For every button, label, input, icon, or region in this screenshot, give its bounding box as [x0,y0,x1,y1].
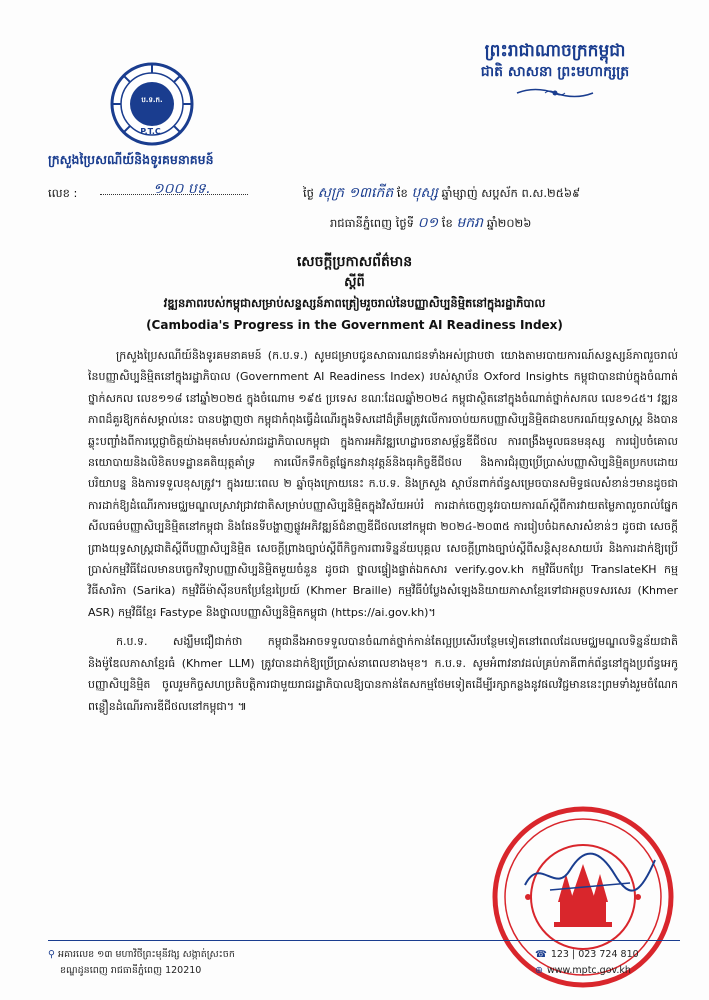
lunar-month: បុស្ស [411,185,438,201]
body-paragraph-1: ក្រសួងប្រៃសណីយ៍និងទូរគមនាគមន៍ (ក.ប.ទ.) សូមជម្រាបជូនសាធារណជនទាំងអស់ជ្រាបថា យោងតាមរបាយការណ៍សន្ទស្សន៍ភាពរួចរាល់នៃបញ្ញាសិប្បនិម្មិតនៅក្នុងរដ្ឋាភិបាល (Government AI Readiness Index) របស់ស្ថាប័ន Oxford Insights កម្ពុជាបានជាប់ក្នុងចំណាត់ថ្នាក់សកល លេខ១១៨ នៅឆ្នាំ២០២៥ ក្នុងចំណោម ១៩៥ ប្រទេស ខណៈដែលឆ្នាំ២០២៤ កម្ពុជាស្ថិតនៅក្នុងចំណាត់ថ្នាក់សកល លេខ១៤៥។ វឌ្ឍនភាពដ៏គួរឱ្យកត់សម្គាល់នេះ បានបង្ហាញថា កម្ពុជាកំពុងធ្វើដំណើរក្នុងទិសដៅដ៏ត្រឹមត្រូវលើការចាប់យកបញ្ញាសិប្បនិម្មិតជាឧបករណ៍យុទ្ធសាស្ត្រ និងបានឆ្លុះបញ្ចាំងពីការប្ដេជ្ញាចិត្តយ៉ាងមុតមាំរបស់រាជរដ្ឋាភិបាលកម្ពុជា ក្នុងការអភិវឌ្ឍហេដ្ឋារចនាសម្ព័ន្ធឌីជីថល ការពង្រឹងមូលធនមនុស្ស ការរៀបចំគោលនយោបាយនិងលិខិតបទដ្ឋានគតិយុត្តគាំទ្រ ការលើកទឹកចិត្តផ្នែកនវានុវត្តន៍និងធុរកិច្ចឌីជីថល និងការជំរុញប្រើប្រាស់បញ្ញាសិប្បនិម្មិតប្រកបដោយបរិយាបន្ន និងការទទួលខុសត្រូវ។ ក្នុងរយៈពេល ២ ឆ្នាំចុងក្រោយនេះ ក.ប.ទ. និងក្រសួង ស្ថាប័នពាក់ព័ន្ធសម្រេចបានសមិទ្ធផលសំខាន់ៗមានដូចជា ការដាក់ឱ្យដំណើរការមជ្ឈមណ្ឌលស្រាវជ្រាវជាតិសម្រាប់បញ្ញាសិប្បនិម្មិតក្នុងវិស័យអប់រំ ការដាក់ចេញនូវរបាយការណ៍ស្ដីពីការវាយតម្លៃភាពរួចរាល់ផ្នែកសីលធម៌បញ្ញាសិប្បនិម្មិតនៅកម្ពុជា និងផែនទីបង្ហាញផ្លូវអភិវឌ្ឍន៍ជំនាញឌីជីថលនៅកម្ពុជា ២០២៤-២០៣៥ ការរៀបចំឯកសារសំខាន់ៗ ដូចជា សេចក្ដីព្រាងយុទ្ធសាស្ត្រជាតិស្ដីពីបញ្ញាសិប្បនិម្មិត សេចក្ដីព្រាងច្បាប់ស្ដីពីកិច្ចការពារទិន្នន័យបុគ្គល សេចក្ដីព្រាងច្បាប់ស្ដីពីសន្ដិសុខសាយប័រ និងការដាក់ឱ្យប្រើប្រាស់កម្មវិធីដែលមានបច្ចេកវិទ្យាបញ្ញាសិប្បនិម្មិតមួយចំនួន ដូចជា ថ្នាលផ្ទៀងផ្ទាត់ឯកសារ verify.gov.kh កម្មវិធីបកប្រែ TranslateKH កម្មវិធីសារិកា (Sarika) កម្មវិធីម៉ាស៊ីនបកប្រែខ្មែរប្រៃយ៍ (Khmer Braille) កម្មវិធីបំប្លែងសំឡេងនិយាយភាសាខ្មែរទៅជាអត្ថបទសរសេរ (Khmer ASR) កម្មវិធីខ្មែរ Fastype និងថ្នាលបញ្ញាសិប្បនិម្មិតកម្ពុជា (https://ai.gov.kh)។ [88,349,678,619]
reference-row [48,183,673,203]
lunar-day: សុក្រ ១៣កើត [317,185,394,201]
lunar-date: ថ្ងៃ សុក្រ ១៣កើត ខែ បុស្ស ឆ្នាំម្សាញ់ សប្តស័ក ព.ស.២៥៦៩ [303,185,581,201]
document-subtitle-about: ស្ដីពី [344,275,365,290]
document-title: សេចក្ដីប្រកាសព័ត៌មាន [296,254,413,270]
location-pin-icon: ⚲ [48,949,55,960]
address-line-2: ខណ្ឌដូនពេញ រាជធានីភ្នំពេញ 120210 [60,965,202,976]
globe-icon: ⊕ [535,965,543,976]
gregorian-date: រាជធានីភ្នំពេញ ថ្ងៃទី ០១ ខែ មករា ឆ្នាំ២០២៦ [330,215,532,231]
document-subject-english: (Cambodia's Progress in the Government AI Readiness Index) [146,318,563,332]
logo-text-bottom: P.T.C. [140,127,164,136]
footer-contact [535,947,685,979]
footer-divider [48,940,680,941]
phone-icon: ☎ [535,949,547,960]
document-body [88,345,678,717]
footer-address [48,947,468,979]
reference-number: ១០០ បទ. [153,181,211,197]
body-paragraph-2: ក.ប.ទ. សង្ឃឹមជឿជាក់ថា កម្ពុជានឹងអាចទទួលបានចំណាត់ថ្នាក់កាន់តែល្អប្រសើរបន្ថែមទៀតនៅពេលដែលមជ្ឈមណ្ឌលទិន្នន័យជាតិ និងម៉ូឌែលភាសាខ្មែរធំ (Khmer LLM) ត្រូវបានដាក់ឱ្យប្រើប្រាស់នាពេលខាងមុខ។ ក.ប.ទ. សូមអំពាវនាវដល់គ្រប់ភាគីពាក់ព័ន្ធនៅក្នុងប្រព័ន្ធអេកូបញ្ញាសិប្បនិម្មិត ចូលរួមកិច្ចសហប្រតិបត្តិការជាមួយរាជរដ្ឋាភិបាលឱ្យបានកាន់តែសកម្មថែមទៀតដើម្បីរក្សាកន្លងនូវផលវិជ្ជមាននេះព្រមទាំងរួមចំណែកពន្លឿនដំណើរការឌីជីថលនៅកម្ពុជា។ ៕ [88,635,678,713]
ministry-logo-icon [108,60,196,148]
website-link[interactable]: www.mptc.gov.kh [546,965,631,976]
national-motto: ជាតិ សាសនា ព្រះមហាក្សត្រ [480,64,630,80]
document-subject-khmer: វឌ្ឍនភាពរបស់កម្ពុជាសម្រាប់សន្ទស្សន៍ភាពត្រៀមរួចរាល់នៃបញ្ញាសិប្បនិម្មិតនៅក្នុងរដ្ឋាភិបាល [163,296,546,310]
kingdom-header [455,40,655,100]
kingdom-title: ព្រះរាជាណាចក្រកម្ពុជា [484,41,626,61]
gregorian-month: មករា [456,215,484,231]
ornament-divider-icon [515,86,595,100]
phone-number: 123 | 023 724 810 [550,949,639,960]
logo-text-top: ប.ទ.ក. [141,96,163,104]
gregorian-day: ០១ [417,215,439,231]
reference-label: លេខ : [48,186,78,200]
address-line-1: អគារលេខ ១៣ មហាវិថីព្រះមុនីវង្ស សង្កាត់ស្រះចក [57,949,235,960]
ministry-name: ក្រសួងប្រៃសណីយ៍និងទូរគមនាគមន៍ [48,152,214,167]
signature-icon [520,845,660,905]
